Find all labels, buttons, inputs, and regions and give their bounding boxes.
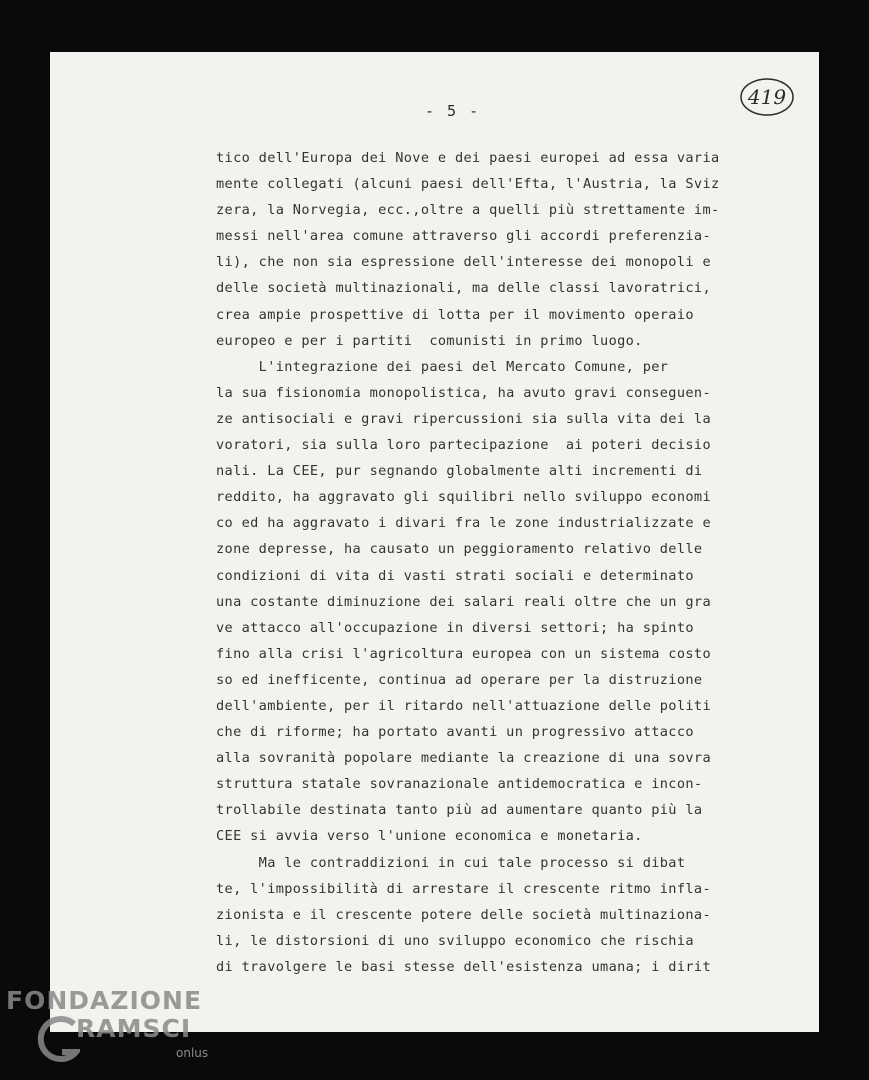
text-line: te, l'impossibilità di arrestare il crescente ritmo infla- [216,880,711,897]
text-line: voratori, sia sulla loro partecipazione ai poteri decisio [216,437,711,454]
archive-number-text: 419 [747,85,787,109]
text-line: li), che non sia espressione dell'interesse dei monopoli e [216,254,711,271]
text-line: nali. La CEE, pur segnando globalmente alti incrementi di [216,463,703,480]
text-line: reddito, ha aggravato gli squilibri nello sviluppo economi [216,489,711,506]
watermark-line1: FONDAZIONE [6,986,203,1015]
text-line: delle società multinazionali, ma delle classi lavoratrici, [216,280,711,297]
text-line: alla sovranità popolare mediante la creazione di una sovra [216,750,711,767]
text-line: zone depresse, ha causato un peggioramento relativo delle [216,541,703,558]
text-line: zera, la Norvegia, ecc.,oltre a quelli più strettamente im- [216,202,720,219]
text-line: so ed inefficente, continua ad operare per la distruzione [216,671,703,688]
text-line: L'integrazione dei paesi del Mercato Comune, per [216,358,669,375]
text-line: di travolgere le basi stesse dell'esistenza umana; i dirit [216,958,711,975]
text-line: CEE si avvia verso l'unione economica e monetaria. [216,828,643,845]
text-line: che di riforme; ha portato avanti un progressivo attacco [216,724,694,741]
watermark-line2: RAMSCI [76,1014,192,1043]
watermark-g-logo-icon [36,1014,80,1074]
text-line: una costante diminuzione dei salari reali oltre che un gra [216,593,711,610]
text-line: mente collegati (alcuni paesi dell'Efta, l'Austria, la Sviz [216,176,720,193]
text-line: condizioni di vita di vasti strati sociali e determinato [216,567,694,584]
page-number: - 5 - [425,102,481,120]
text-line: Ma le contraddizioni in cui tale processo si dibat [216,854,686,871]
text-line: messi nell'area comune attraverso gli accordi preferenzia- [216,228,711,245]
watermark-suffix: onlus [176,1046,209,1060]
text-line: tico dell'Europa dei Nove e dei paesi europei ad essa varia [216,150,720,166]
archive-number-stamp [739,77,795,117]
text-line: struttura statale sovranazionale antidemocratica e incon- [216,776,703,793]
text-line: co ed ha aggravato i divari fra le zone industrializzate e [216,515,711,532]
foundation-watermark [6,986,236,1076]
text-line: la sua fisionomia monopolistica, ha avuto gravi conseguen- [216,384,711,401]
text-line: europeo e per i partiti comunisti in primo luogo. [216,332,643,349]
text-line: dell'ambiente, per il ritardo nell'attuazione delle politi [216,697,711,714]
text-line: ve attacco all'occupazione in diversi settori; ha spinto [216,619,694,636]
text-line: trollabile destinata tanto più ad aumentare quanto più la [216,802,703,819]
text-line: fino alla crisi l'agricoltura europea con un sistema costo [216,645,711,662]
body-text [216,145,776,980]
text-line: crea ampie prospettive di lotta per il movimento operaio [216,306,694,323]
text-line: zionista e il crescente potere delle società multinaziona- [216,906,711,923]
text-line: li, le distorsioni di uno sviluppo economico che rischia [216,932,694,949]
text-line: ze antisociali e gravi ripercussioni sia sulla vita dei la [216,410,711,427]
document-page [50,52,819,1032]
